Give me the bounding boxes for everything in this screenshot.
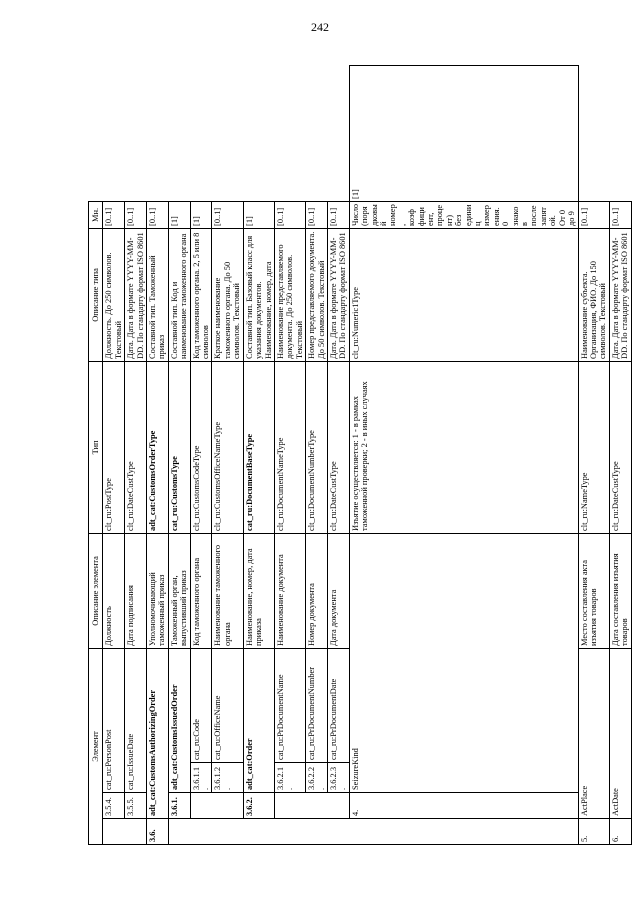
schema-table (88, 65, 632, 845)
table-row (125, 66, 147, 845)
row-type: clt_ru:CustomsCodeType (190, 361, 212, 533)
row-description: Код таможенного органа (190, 533, 212, 648)
row-description: Таможенный орган, выпустивший приказ (168, 533, 190, 648)
row-description: Номер документа (306, 533, 328, 648)
row-description: Изъятие осуществляется: 1 - в рамках таможенной проверки; 2 - в иных случаях (349, 361, 578, 533)
table-row (327, 66, 349, 845)
row-multiplicity: [0..1] (147, 201, 169, 228)
row-description: Наименование документа (274, 533, 305, 648)
table-row (306, 66, 328, 845)
row-type: clt_ru:DateCustType (609, 361, 631, 533)
row-description: Дата составления изъятия товаров (609, 533, 631, 648)
row-multiplicity: [0..1] (125, 201, 147, 228)
indent-cell (274, 793, 349, 819)
row-multiplicity: [1] (190, 201, 212, 228)
row-element-name: ActDate (609, 648, 631, 818)
row-type: clt_ru:DocumentNumberType (306, 361, 328, 533)
row-element-name: cat_ru:PersonPost (103, 648, 125, 792)
row-element-name: cat_ru:OfficeName (212, 648, 243, 762)
row-multiplicity: [0..1] (103, 201, 125, 228)
row-type-description: Составной тип. Базовый класс для указания документов. Наименование, номер, дата (243, 228, 274, 361)
row-multiplicity: [1] (168, 201, 190, 228)
row-type: clt_ru:Numeric1Type (349, 228, 578, 361)
row-number: 3.5.4. (103, 793, 125, 819)
header-description: Описание элемента (89, 533, 103, 648)
indent-cell (168, 819, 578, 845)
row-type: clt_ru:CustomsOfficeNameType (212, 361, 243, 533)
indent-cell (125, 819, 147, 845)
row-description: Место составления акта изъятия товаров (578, 533, 609, 648)
row-multiplicity: [1] (243, 201, 274, 228)
rotated-table-wrapper (88, 65, 630, 845)
row-type: clt_ru:DocumentNameType (274, 361, 305, 533)
row-type-description: Наименование субъекта. Организация, ФИО. До 150 символов. Текстовый (578, 228, 609, 361)
row-element-name: ActPlace (578, 648, 609, 818)
header-row (89, 66, 103, 845)
table-row (212, 66, 243, 845)
row-type: adt_cat:CustomsOrderType (147, 361, 169, 533)
indent-cell (190, 793, 243, 819)
row-type-description: Составной тип. Код и наименование таможенного органа (168, 228, 190, 361)
row-number: 6. (609, 819, 631, 845)
row-type-description: Краткое наименование таможенного органа. До 50 символов. Текстовый (212, 228, 243, 361)
header-multiplicity: Мн. (89, 201, 103, 228)
header-element: Элемент (89, 648, 103, 844)
table-row (609, 66, 631, 845)
row-multiplicity: [1] (349, 66, 578, 202)
row-description: Наименование, номер, дата приказа (243, 533, 274, 648)
row-element-name: adt_cat:Order (243, 648, 274, 792)
row-type-description: Дата. Дата в формате YYYY-MM-DD. По стандарту формат ISO 8601 (125, 228, 147, 361)
row-number: 5. (578, 819, 609, 845)
page-number: 242 (311, 20, 329, 34)
row-number: 3.6.1.1. (190, 763, 212, 793)
row-multiplicity: [0..1] (327, 201, 349, 228)
row-element-name: cat_ru:PrDocumentNumber (306, 648, 328, 762)
row-element-name: adt_cat:CustomsIssuedOrder (168, 648, 190, 792)
row-description: Уполномочивающий таможенный приказ (147, 533, 169, 648)
row-type: clt_ru:DateCustType (327, 361, 349, 533)
table-row (349, 66, 578, 845)
row-type-description: Дата. Дата в формате YYYY-MM-DD. По стандарту формат ISO 8601 (609, 228, 631, 361)
table-row (243, 66, 274, 845)
row-multiplicity: [0..1] (306, 201, 328, 228)
row-element-name: cat_ru:Code (190, 648, 212, 762)
row-type-description: Код таможенного органа. 2, 5 или 8 символов (190, 228, 212, 361)
row-number: 4. (349, 793, 578, 819)
header-type: Тип (89, 361, 103, 533)
row-number: 3.5.5. (125, 793, 147, 819)
table-row (147, 66, 169, 845)
row-type-description: Число (порядковый номер, коэффициент, процент) без единиц измерения. 0 знаков после запятой. От 0 до 9 (349, 201, 578, 228)
row-element-name: adt_cat:CustomsAuthorizingOrder (147, 648, 169, 818)
row-element-name: cat_ru:IssueDate (125, 648, 147, 792)
row-number: 3.6. (147, 819, 169, 845)
row-description: Должность (103, 533, 125, 648)
row-number: 3.6.1. (168, 793, 190, 819)
row-number: 3.6.2. (243, 793, 274, 819)
row-type: clt_ru:PostType (103, 361, 125, 533)
row-multiplicity: [0..1] (274, 201, 305, 228)
table-row (578, 66, 609, 845)
row-multiplicity: [0..1] (578, 201, 609, 228)
row-type-description: Наименование представляемого документа. До 250 символов. Текстовый (274, 228, 305, 361)
row-type-description: Составной тип. Таможенный приказ (147, 228, 169, 361)
row-description: Наименование таможенного органа (212, 533, 243, 648)
row-element-name: SeizureKind (349, 533, 578, 792)
table-row (190, 66, 212, 845)
table-row (274, 66, 305, 845)
row-description: Дата документа (327, 533, 349, 648)
row-number: 3.6.2.1. (274, 763, 305, 793)
row-number: 3.6.2.3. (327, 763, 349, 793)
row-number: 3.6.1.2. (212, 763, 243, 793)
table-row (168, 66, 190, 845)
row-element-name: cat_ru:PrDocumentName (274, 648, 305, 762)
row-element-name: cat_ru:PrDocumentDate (327, 648, 349, 762)
row-type-description: Дата. Дата в формате YYYY-MM-DD. По стандарту формат ISO 8601 (327, 228, 349, 361)
row-type-description: Номер представляемого документа. До 50 символов. Текстовый (306, 228, 328, 361)
row-number: 3.6.2.2. (306, 763, 328, 793)
row-description: Дата подписания (125, 533, 147, 648)
table-row (103, 66, 125, 845)
header-type-description: Описание типа (89, 228, 103, 361)
row-type: clt_ru:DateCustType (125, 361, 147, 533)
row-multiplicity: [0..1] (609, 201, 631, 228)
row-type: cat_ru:CustomsType (168, 361, 190, 533)
row-type-description: Должность. До 250 символов. Текстовый (103, 228, 125, 361)
indent-cell (103, 819, 125, 845)
row-type: cat_ru:DocumentBaseType (243, 361, 274, 533)
row-multiplicity: [0..1] (212, 201, 243, 228)
row-type: clt_ru:NameType (578, 361, 609, 533)
